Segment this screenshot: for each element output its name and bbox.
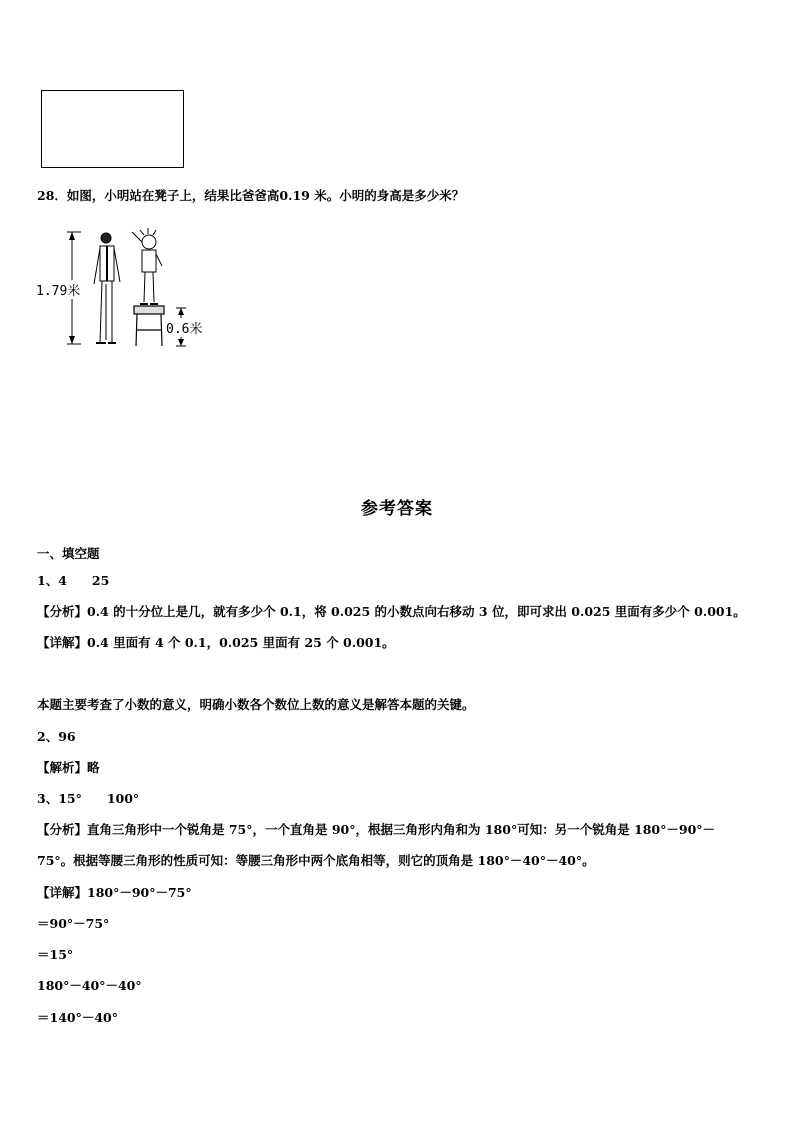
answer-line: 【详解】0.4 里面有 4 个 0.1，0.025 里面有 25 个 0.001。 xyxy=(37,635,395,650)
answer-line: 180°－40°－40° xyxy=(37,978,142,993)
answer-line: 【解析】略 xyxy=(37,760,100,775)
stool xyxy=(134,306,164,346)
answers-title: 参考答案 xyxy=(361,499,433,519)
answer-line: ＝140°－40° xyxy=(37,1010,118,1025)
answer-line: 75°。根据等腰三角形的性质可知：等腰三角形中两个底角相等，则它的顶角是 180°－40°－40°。 xyxy=(37,853,595,868)
answer-box xyxy=(41,90,184,168)
height-figure xyxy=(36,222,226,352)
father-figure xyxy=(94,233,120,343)
answer-line: 1、4 25 xyxy=(37,573,110,588)
father-height-label: 1.79米 xyxy=(36,280,80,299)
son-figure xyxy=(132,228,162,304)
question-28-text: 28．如图，小明站在凳子上，结果比爸爸高0.19 米。小明的身高是多少米？ xyxy=(37,188,465,203)
answer-line: ＝15° xyxy=(37,947,74,962)
answer-line: 本题主要考查了小数的意义，明确小数各个数位上数的意义是解答本题的关键。 xyxy=(37,697,475,712)
answer-line: 【详解】180°－90°－75° xyxy=(37,885,192,900)
answer-line: 3、15° 100° xyxy=(37,791,140,806)
stool-height-label: 0.6米 xyxy=(166,318,202,337)
answer-line: ＝90°－75° xyxy=(37,916,110,931)
section-heading: 一、填空题 xyxy=(37,546,100,561)
answer-line: 【分析】直角三角形中一个锐角是 75°，一个直角是 90°，根据三角形内角和为 180°可知：另一个锐角是 180°－90°－ xyxy=(37,822,716,837)
answer-line: 【分析】0.4 的十分位上是几，就有多少个 0.1，将 0.025 的小数点向右移动 3 位，即可求出 0.025 里面有多少个 0.001。 xyxy=(37,604,746,619)
answer-line: 2、96 xyxy=(37,729,76,744)
